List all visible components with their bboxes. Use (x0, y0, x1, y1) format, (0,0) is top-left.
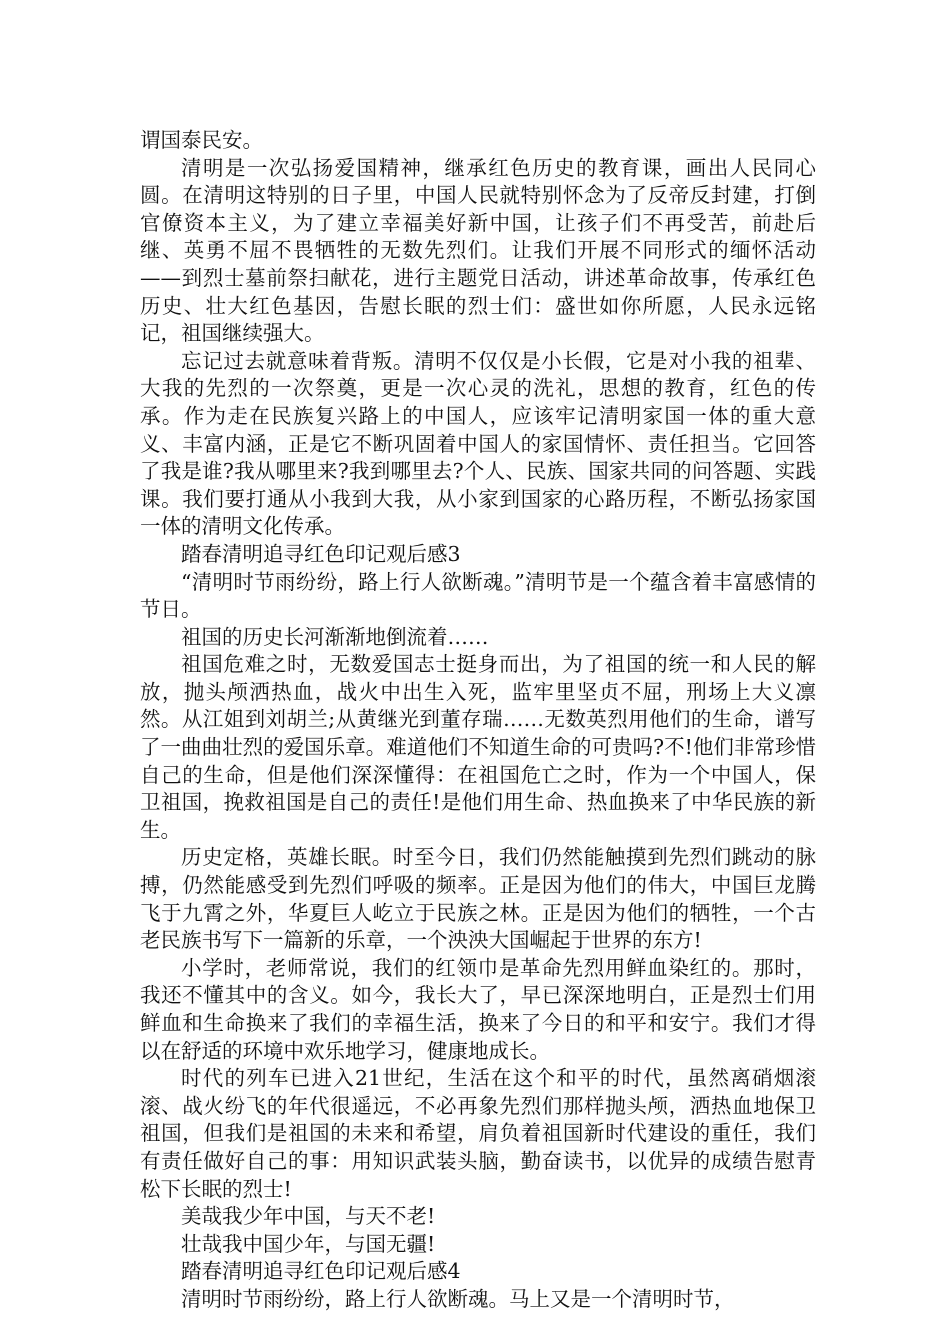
paragraph: “清明时节雨纷纷，路上行人欲断魂。”清明节是一个蕴含着丰富感情的节日。 (140, 569, 816, 622)
paragraph: 忘记过去就意味着背叛。清明不仅仅是小长假，它是对小我的祖辈、大我的先烈的一次祭奠，更是一次心灵的洗礼，思想的教育，红色的传承。作为走在民族复兴路上的中国人，应该牢记清明家国一体的重大意义、丰富内涵，正是它不断巩固着中国人的家国情怀、责任担当。它回答了我是谁?我从哪里来?我到哪里去?个人、民族、国家共同的问答题、实践课。我们要打通从小我到大我，从小家到国家的心路历程，不断弘扬家国一体的清明文化传承。 (140, 348, 816, 539)
paragraph: 历史定格，英雄长眠。时至今日，我们仍然能触摸到先烈们跳动的脉搏，仍然能感受到先烈们呼吸的频率。正是因为他们的伟大，中国巨龙腾飞于九霄之外，华夏巨人屹立于民族之林。正是因为他们的牺牲，一个古老民族书写下一篇新的乐章，一个泱泱大国崛起于世界的东方! (140, 845, 816, 953)
paragraph: 祖国危难之时，无数爱国志士挺身而出，为了祖国的统一和人民的解放，抛头颅洒热血，战火中出生入死，监牢里坚贞不屈，刑场上大义凛然。从江姐到刘胡兰;从黄继光到董存瑞……无数英烈用他们的生命，谱写了一曲曲壮烈的爱国乐章。难道他们不知道生命的可贵吗?不!他们非常珍惜自己的生命，但是他们深深懂得：在祖国危亡之时，作为一个中国人，保卫祖国，挽救祖国是自己的责任!是他们用生命、热血换来了中华民族的新生。 (140, 652, 816, 842)
paragraph: 小学时，老师常说，我们的红领巾是革命先烈用鲜血染红的。那时，我还不懂其中的含义。如今，我长大了，早已深深地明白，正是烈士们用鲜血和生命换来了我们的幸福生活，换来了今日的和平和安宁。我们才得以在舒适的环境中欢乐地学习，健康地成长。 (140, 955, 816, 1063)
paragraph: 祖国的历史长河渐渐地倒流着…… (181, 624, 489, 649)
paragraph: 谓国泰民安。 (140, 128, 263, 152)
document-body (140, 127, 816, 1314)
paragraph: 清明时节雨纷纷，路上行人欲断魂。马上又是一个清明时节， (181, 1286, 735, 1311)
paragraph: 壮哉我中国少年，与国无疆! (181, 1231, 436, 1256)
paragraph: 踏春清明追寻红色印记观后感3 (181, 541, 461, 566)
paragraph: 时代的列车已进入21世纪，生活在这个和平的时代，虽然离硝烟滚滚、战火纷飞的年代很遥远，不必再象先烈们那样抛头颅，洒热血地保卫祖国，但我们是祖国的未来和希望，肩负着祖国新时代建设的重任，我们有责任做好自己的事：用知识武装头脑，勤奋读书，以优异的成绩告慰青松下长眠的烈士! (140, 1066, 816, 1201)
paragraph: 踏春清明追寻红色印记观后感4 (181, 1259, 461, 1284)
paragraph: 美哉我少年中国，与天不老! (181, 1204, 436, 1229)
paragraph: 清明是一次弘扬爱国精神，继承红色历史的教育课，画出人民同心圆。在清明这特别的日子里，中国人民就特别怀念为了反帝反封建，打倒官僚资本主义，为了建立幸福美好新中国，让孩子们不再受苦，前赴后继、英勇不屈不畏牺牲的无数先烈们。让我们开展不同形式的缅怀活动——到烈士墓前祭扫献花，进行主题党日活动，讲述革命故事，传承红色历史、壮大红色基因，告慰长眠的烈士们：盛世如你所愿，人民永远铭记，祖国继续强大。 (140, 155, 816, 346)
